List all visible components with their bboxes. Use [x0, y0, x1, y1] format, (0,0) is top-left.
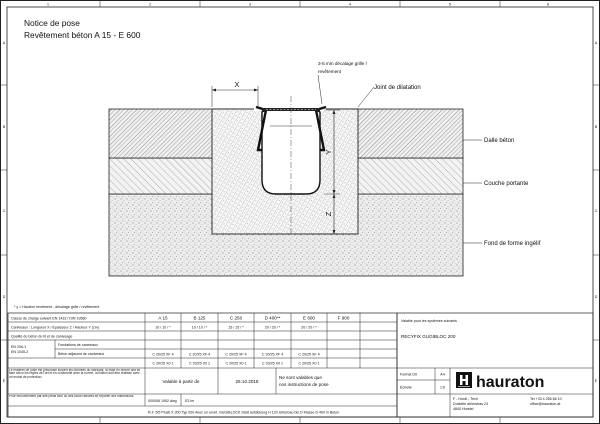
label-fond-de-forme: Fond de forme ingélif: [484, 241, 541, 247]
revetement-cell: C 20/25 X0 1: [152, 361, 174, 366]
header-concrete-quality: Qualité du béton du lit et de caniveage: [11, 334, 73, 339]
revetement-cell: C 20/25 X0 1: [189, 361, 210, 366]
dimension-y-label: Y: [324, 149, 333, 155]
drawing-number: 000008 1952.dwg: [148, 398, 177, 403]
header-load-class: Classe de charge suivant EN 1433 / DIN 19580: [11, 316, 87, 321]
fondation-cell: C 20/25 XF 4: [188, 352, 211, 357]
address-line1: F - Hordt - Tech: [453, 397, 478, 401]
row-mark: A: [594, 41, 598, 45]
footer-reference: R.F. 5/5 Plusti X 200 Typ 020 Avec un revêt. GUGIBLOCK Statt aufdickung H 120 Unterbau bis D Klasse D 400 in Beton: [148, 410, 340, 415]
company-phone: Tel +33 4 256 66 10: [530, 397, 562, 401]
offset-note-line2: revêtement: [318, 69, 341, 74]
scale-label: Échelle: [400, 385, 412, 390]
product-line2: RECYFIX GUGIBLOC 200: [401, 334, 456, 339]
col-mark: 6: [547, 2, 549, 7]
norm-en1045: EN 1045-2: [11, 350, 29, 354]
label-couche-portante: Couche portante: [484, 181, 529, 187]
drawing-format: E3 lm: [185, 398, 195, 403]
scale-value: 1:6: [440, 385, 445, 390]
class-cell: D 400**: [264, 315, 281, 321]
revetement-cell: C 20/25 X0 1: [298, 361, 320, 366]
col-mark: 1: [47, 2, 49, 7]
valid-only-line2: nos instructions de pose: [279, 382, 329, 387]
dims-cell: 20 / 20 / *: [264, 325, 281, 330]
dims-cell: 10 / 10 / *: [155, 325, 171, 330]
fondation-cell: C 20/25 XF 4: [225, 352, 247, 357]
dims-cell: 20 / 20 / *: [301, 325, 317, 330]
class-cell: A 15: [158, 315, 168, 321]
offset-note-line1: 3-5 mm décalage grille /: [318, 61, 368, 66]
row-mark: E: [2, 379, 6, 383]
class-cell: E 600: [302, 315, 316, 321]
row-mark: E: [594, 379, 598, 383]
col-mark: 5: [449, 2, 451, 7]
fondation-cell: C 20/25 XF 4: [152, 352, 174, 357]
row-mark: D: [594, 295, 598, 299]
col-mark: 2: [149, 2, 151, 7]
row-mark: D: [2, 295, 6, 299]
format-value: A4: [440, 372, 445, 377]
product-line1: Valable pour les systèmes suivants: [401, 319, 457, 323]
revetement-cell: C 20/25 X0 1: [225, 361, 247, 366]
norm-en206: EN 206-1: [11, 345, 27, 349]
dimension-x-label: X: [234, 80, 240, 89]
dimension-z-label: Z: [324, 211, 333, 217]
side-note: Le matériel de pose est préconisé suivant les données du fabricant, la mise en œuvre doit se faire selon les règles de l'art et en conformité avec la norme, la finition doit être réalisée avec un enduit de protection.: [9, 368, 141, 379]
valid-from-date: 25.10.2018: [235, 379, 259, 384]
col-mark: 4: [349, 2, 351, 7]
footnote: * y = Hauteur revetment - décalage grille / revêtement: [14, 305, 100, 309]
row-mark: C: [2, 209, 6, 213]
format-label: Format Dlt: [400, 372, 417, 377]
row-mark: A: [2, 41, 6, 45]
address-line2: Dostelte ahlerstras 24: [453, 402, 488, 406]
footer-note: Pour recouvrement par des pieds bloc ou des blocs rainurés se reporter aux instructions.: [9, 394, 135, 398]
sheet-subtitle: Revêtement béton A 15 - E 600: [24, 30, 141, 40]
dims-cell: 10 / 10 / *: [191, 325, 208, 330]
row-mark: B: [2, 125, 6, 129]
header-dimensions: Caniveaux : Longueur X / Épaisseur Z / Hauteur Y (cm): [11, 325, 99, 330]
row-label-revetement: Béton adjacent de caniveaux: [58, 352, 105, 357]
sheet-title: Notice de pose: [24, 18, 80, 28]
address-line3: 4840 Horstel: [453, 407, 474, 411]
row-label-fondation: Fondations de caniveaux: [58, 343, 98, 348]
class-cell: C 250: [229, 315, 243, 321]
fondation-cell: C 20/25 XF 4: [298, 352, 320, 357]
dims-cell: 15 / 15 / *: [228, 325, 244, 330]
fondation-cell: C 20/25 XF 4: [261, 352, 284, 357]
company-email: office@hauraton.at: [530, 402, 561, 406]
valid-from-label: Valable à partir de: [162, 379, 200, 384]
class-cell: B 125: [193, 315, 206, 321]
company-name: hauraton: [476, 374, 545, 391]
class-cell: F 900: [337, 315, 350, 321]
valid-only-line1: Ne sont valables que: [279, 375, 322, 380]
row-mark: B: [594, 125, 598, 129]
row-mark: C: [594, 209, 598, 213]
label-joint: Joint de dilatation: [374, 85, 421, 91]
revetement-cell: C 20/25 X0 1: [262, 361, 283, 366]
col-mark: 3: [249, 2, 251, 7]
label-dalle-beton: Dalle béton: [484, 138, 515, 144]
